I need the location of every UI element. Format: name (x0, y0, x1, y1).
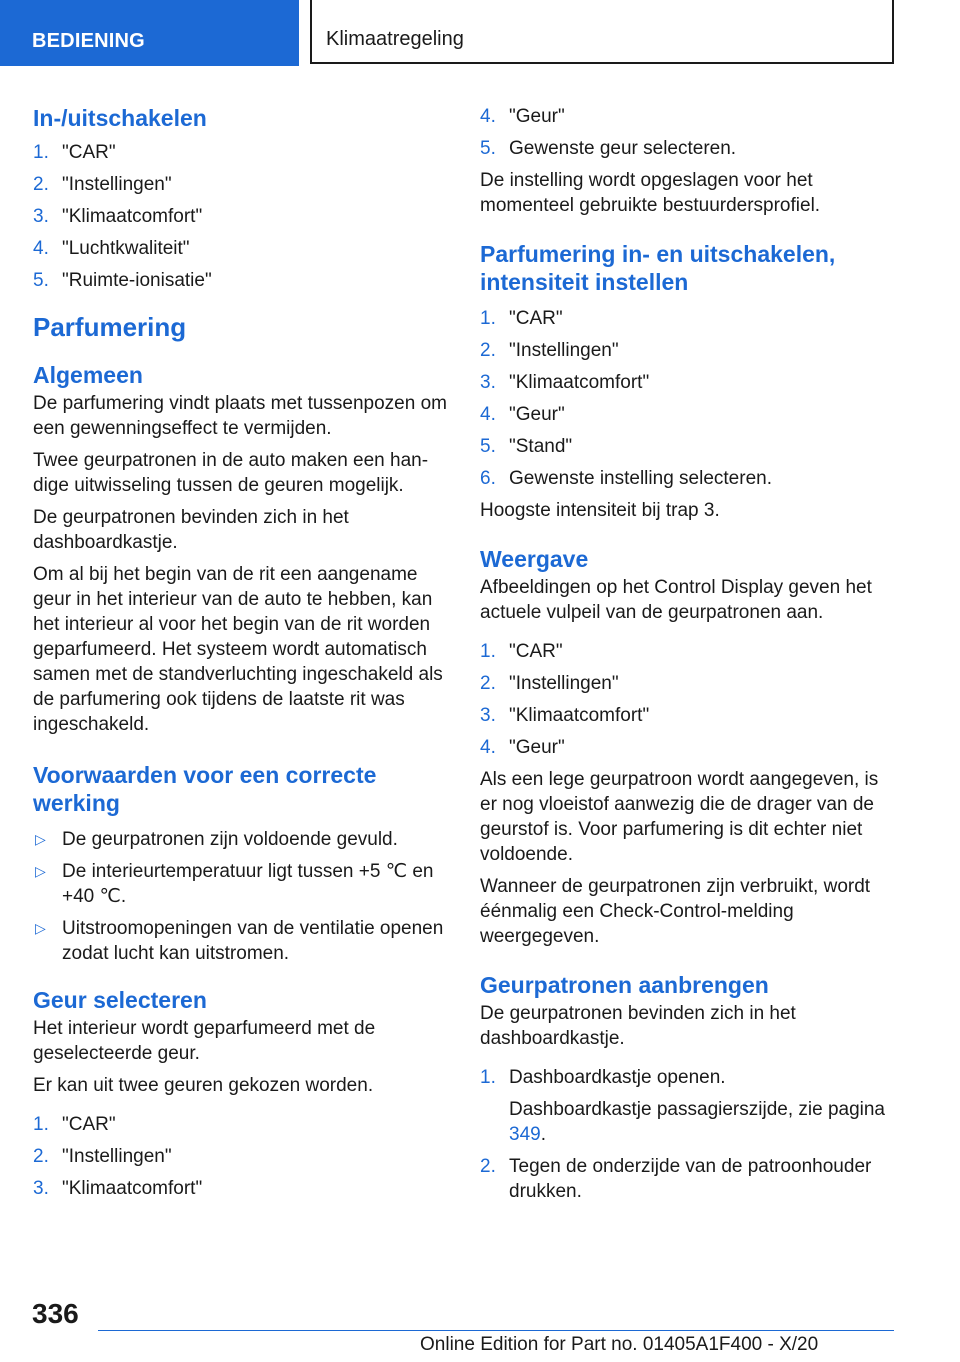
select-paragraph-1: Het interieur wordt geparfumeerd met de geselecteerde geur. (33, 1018, 376, 1064)
list-item: ▷ Uitstroomopeningen van de ventilatie openen zodat lucht kan uitstromen. (35, 918, 444, 964)
list-item: 2. Tegen de onderzijde van de patroonhouder drukken. (480, 1156, 872, 1202)
heading-insert: Geurpatronen aanbrengen (480, 972, 769, 998)
list-item: 3. "Klimaatcomfort" (480, 372, 650, 393)
chapter-header (310, 0, 894, 64)
select-paragraph-2: Er kan uit twee geuren gekozen worden. (33, 1075, 374, 1096)
section-title: BEDIENING (32, 30, 145, 52)
list-item: 4. "Geur" (480, 404, 565, 425)
intensity-steps (480, 306, 895, 491)
triangle-bullet-icon: ▷ (35, 831, 46, 847)
list-item: ▷ De interieurtemperatuur ligt tussen +5 ℃ en +40 ℃. (35, 861, 434, 907)
list-item: 2. "Instellingen" (480, 673, 619, 694)
heading-display: Weergave (480, 546, 589, 572)
heading-general: Algemeen (33, 362, 143, 388)
heading-intensity: Parfumering in- en uitschakelen, intensiteit instellen (480, 241, 836, 295)
edition-note: Online Edition for Part no. 01405A1F400 - X/20 (420, 1334, 819, 1355)
page-reference-link[interactable]: 349 (509, 1124, 541, 1145)
list-item: 2. "Instellingen" (33, 1146, 172, 1167)
general-paragraph-2: Twee geurpatronen in de auto maken een handige uitwisseling tussen de geuren mogelijk. (33, 450, 429, 496)
list-item: 2. "Instellingen" (33, 174, 172, 195)
section-tab (0, 0, 299, 66)
list-item: 1. "CAR" (33, 1114, 116, 1135)
switch-steps (33, 140, 448, 293)
list-item: 3. "Klimaatcomfort" (33, 206, 203, 227)
intensity-paragraph: Hoogste intensiteit bij trap 3. (480, 500, 720, 521)
heading-switch: In-/uitschakelen (33, 105, 207, 131)
list-item: 4. "Luchtkwaliteit" (33, 238, 190, 259)
select-steps (33, 1112, 448, 1201)
conditions-list (33, 827, 448, 966)
list-item: 3. "Klimaatcomfort" (33, 1178, 203, 1199)
list-item: 1. "CAR" (480, 308, 563, 329)
general-paragraph-3: De geurpatronen bevinden zich in het dashboardkastje. (33, 507, 349, 553)
step-note: Dashboardkastje passagierszijde, zie pagina 349. (509, 1099, 886, 1145)
general-paragraph-4: Om al bij het begin van de rit een aangename geur in het interieur van de auto te hebben, kan het interieur al voor het begin van de rit worden geparfumeerd. Het systeem wordt automatisch samen met de standverluchting ingeschakeld als de parfumering ook tijdens de laatste rit was ingeschakeld. (33, 564, 443, 735)
left-column (33, 100, 448, 1208)
list-item: 4. "Geur" (480, 737, 565, 758)
chapter-title: Klimaatregeling (326, 28, 464, 50)
list-item: 5. Gewenste geur selecteren. (480, 138, 737, 159)
page-number: 336 (32, 1298, 79, 1329)
heading-conditions: Voorwaarden voor een correcte werking (33, 762, 377, 816)
list-item: 2. "Instellingen" (480, 340, 619, 361)
heading-perfume: Parfumering (33, 312, 187, 342)
right-column (480, 100, 895, 1211)
insert-paragraph-1: De geurpatronen bevinden zich in het dashboardkastje. (480, 1003, 796, 1049)
footer-divider (98, 1330, 894, 1331)
insert-steps (480, 1065, 895, 1204)
heading-select: Geur selecteren (33, 987, 207, 1013)
list-item: 5. "Ruimte-ionisatie" (33, 270, 212, 291)
list-item: 1. Dashboardkastje openen. Dashboardkastje passagierszijde, zie pagina 349. (480, 1065, 895, 1147)
display-paragraph-2: Als een lege geurpatroon wordt aangegeven, is er nog vloeistof aanwezig die de drager van de geurstof is. Voor parfumering is dit echter niet voldoende. (480, 769, 879, 865)
list-item: ▷ De geurpatronen zijn voldoende gevuld. (35, 829, 398, 850)
list-item: 1. "CAR" (480, 641, 563, 662)
triangle-bullet-icon: ▷ (35, 920, 46, 936)
general-paragraph-1: De parfumering vindt plaats met tussenpozen om een gewenningseffect te vermijden. (33, 393, 447, 439)
list-item: 1. "CAR" (33, 142, 116, 163)
list-item: 3. "Klimaatcomfort" (480, 705, 650, 726)
list-item: 6. Gewenste instelling selecteren. (480, 468, 772, 489)
list-item: 5. "Stand" (480, 436, 573, 457)
select-paragraph-3: De instelling wordt opgeslagen voor het momenteel gebruikte bestuurdersprofiel. (480, 170, 821, 216)
list-item: 4. "Geur" (480, 106, 565, 127)
display-steps (480, 639, 895, 760)
display-paragraph-3: Wanneer de geurpatronen zijn verbruikt, wordt éénmalig een Check-Control-melding weergegeven. (480, 876, 871, 947)
select-steps-continued (480, 104, 895, 161)
triangle-bullet-icon: ▷ (35, 863, 46, 879)
display-paragraph-1: Afbeeldingen op het Control Display geven het actuele vulpeil van de geurpatronen aan. (480, 577, 872, 623)
